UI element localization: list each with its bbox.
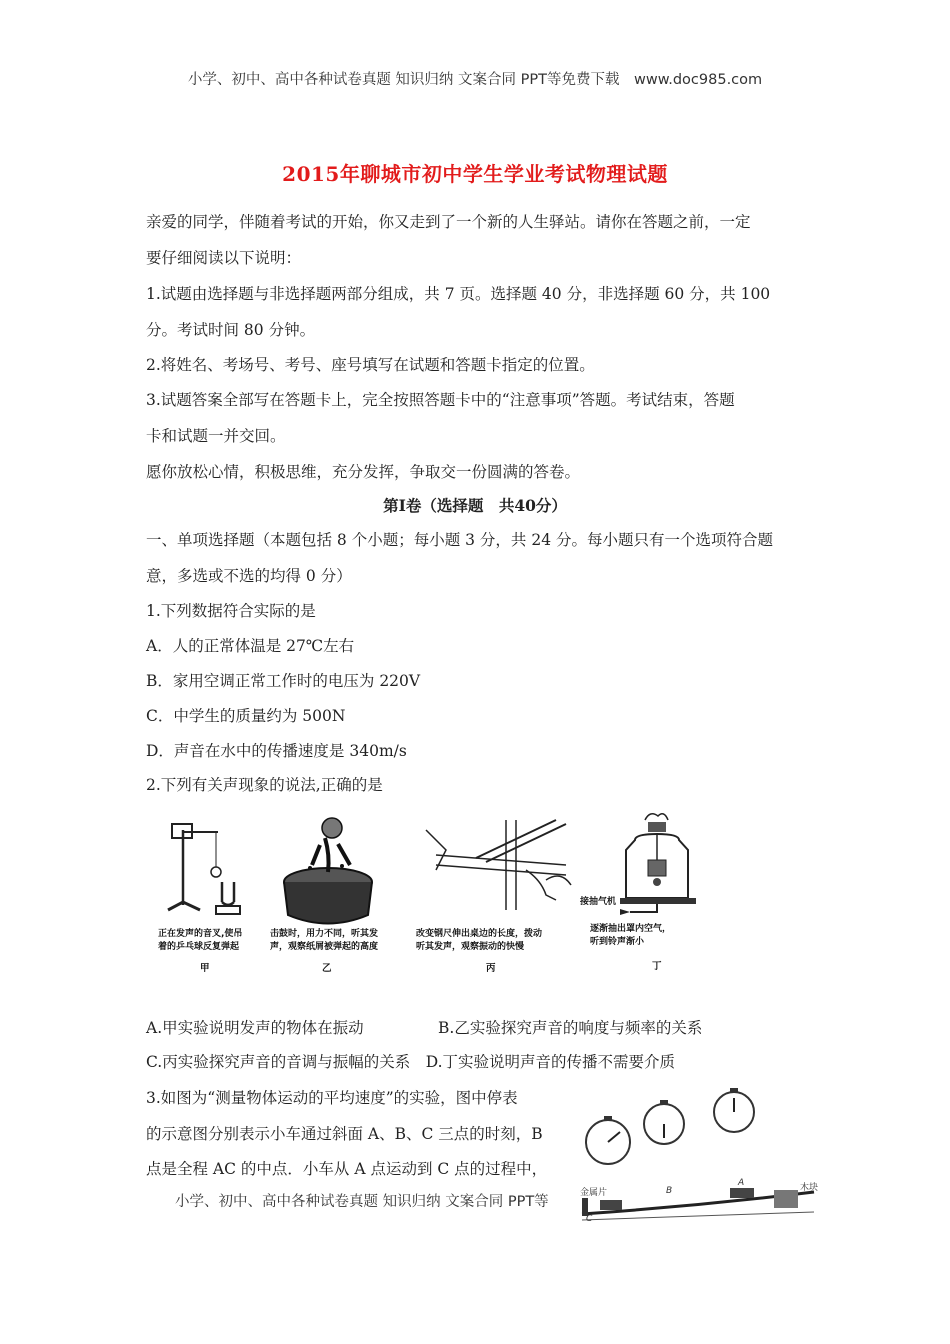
intro-line-1: 亲爱的同学，伴随着考试的开始，你又走到了一个新的人生驿站。请你在答题之前，一定: [146, 213, 751, 231]
part1-line-1: 一、单项选择题（本题包括 8 个小题；每小题 3 分，共 24 分。每小题只有一个选项符合题: [146, 531, 774, 549]
wood-block-label: 木块: [800, 1183, 819, 1193]
note-3b: 卡和试题一并交回。: [146, 427, 286, 445]
note-1b: 分。考试时间 80 分钟。: [146, 321, 316, 339]
point-b-label: B: [666, 1186, 673, 1196]
point-c-label: C: [586, 1214, 593, 1224]
yi-label: 乙: [322, 963, 332, 974]
intro-line-2: 要仔细阅读以下说明：: [146, 249, 302, 267]
q3-line-2: 的示意图分别表示小车通过斜面 A、B、C 三点的时刻，B: [146, 1125, 543, 1143]
note-2: 2.将姓名、考场号、考号、座号填写在试题和答题卡指定的位置。: [146, 356, 595, 374]
q3-line-3: 点是全程 AC 的中点．小车从 A 点运动到 C 点的过程中，: [146, 1160, 548, 1178]
q2-figure-row: [158, 810, 728, 985]
figure-yi: [270, 810, 390, 985]
figure-jia: [158, 810, 258, 985]
figure-bing: [416, 810, 586, 985]
q3-line-1: 3.如图为“测量物体运动的平均速度”的实验，图中停表: [146, 1089, 518, 1107]
stopwatch-a-icon: [714, 1088, 754, 1132]
jia-caption-2: 着的乒乓球反复弹起: [158, 942, 240, 952]
wish-line: 愿你放松心情，积极思维，充分发挥，争取交一份圆满的答卷。: [146, 463, 581, 481]
note-1a: 1.试题由选择题与非选择题两部分组成，共 7 页。选择题 40 分，非选择题 60 分，共 100: [146, 285, 771, 303]
bing-caption-2: 听其发声，观察振动的快慢: [416, 942, 525, 952]
q2-option-b: B.乙实验探究声音的响度与频率的关系: [438, 1019, 703, 1037]
yi-caption-2: 声，观察纸屑被弹起的高度: [270, 942, 379, 952]
figure-ding: [580, 810, 730, 985]
stopwatch-c-icon: [586, 1116, 630, 1164]
q1-option-d: D．声音在水中的传播速度是 340m/s: [146, 742, 407, 760]
q2-options-cd: C.丙实验探究声音的音调与振幅的关系 D.丁实验说明声音的传播不需要介质: [146, 1053, 676, 1071]
q2-stem: 2.下列有关声现象的说法,正确的是: [146, 776, 383, 794]
q1-option-b: B．家用空调正常工作时的电压为 220V: [146, 672, 421, 690]
jia-label: 甲: [200, 963, 210, 974]
exam-title: 2015年聊城市初中学生学业考试物理试题: [282, 162, 668, 186]
bing-caption-1: 改变钢尺伸出桌边的长度，拨动: [416, 929, 543, 939]
part1-line-2: 意，多选或不选的均得 0 分）: [146, 567, 352, 585]
q2-option-a: A.甲实验说明发声的物体在振动: [146, 1019, 364, 1037]
ding-caption-2: 听到铃声渐小: [590, 937, 645, 947]
page-footer: 小学、初中、高中各种试卷真题 知识归纳 文案合同 PPT等: [175, 1194, 549, 1210]
tuning-fork-drawing: [158, 810, 258, 930]
q1-option-a: A．人的正常体温是 27℃左右: [146, 637, 355, 655]
metal-plate-label: 金属片: [580, 1188, 608, 1198]
q3-incline-figure: [578, 1088, 818, 1228]
q1-option-c: C．中学生的质量约为 500N: [146, 707, 346, 725]
yi-caption-1: 击鼓时，用力不同，听其发: [270, 929, 379, 939]
bell-jar-drawing: [590, 810, 730, 930]
drum-drawing: [270, 810, 390, 930]
note-3a: 3.试题答案全部写在答题卡上，完全按照答题卡中的“注意事项”答题。考试结束，答题: [146, 391, 735, 409]
ding-pump-label: 接抽气机: [580, 897, 617, 907]
ding-caption-1: 逐渐抽出罩内空气，: [590, 924, 672, 934]
q1-stem: 1.下列数据符合实际的是: [146, 602, 316, 620]
bing-label: 丙: [486, 963, 496, 974]
ding-label: 丁: [652, 961, 662, 972]
page-header: 小学、初中、高中各种试卷真题 知识归纳 文案合同 PPT等免费下载 www.doc985.com: [187, 72, 763, 88]
point-a-label: A: [738, 1178, 745, 1188]
ruler-drawing: [416, 810, 586, 930]
jia-caption-1: 正在发声的音叉,使吊: [158, 929, 243, 939]
section-title: 第Ⅰ卷（选择题 共40分）: [383, 496, 567, 515]
incline-stopwatch-drawing: [578, 1088, 818, 1228]
stopwatch-b-icon: [644, 1100, 684, 1144]
